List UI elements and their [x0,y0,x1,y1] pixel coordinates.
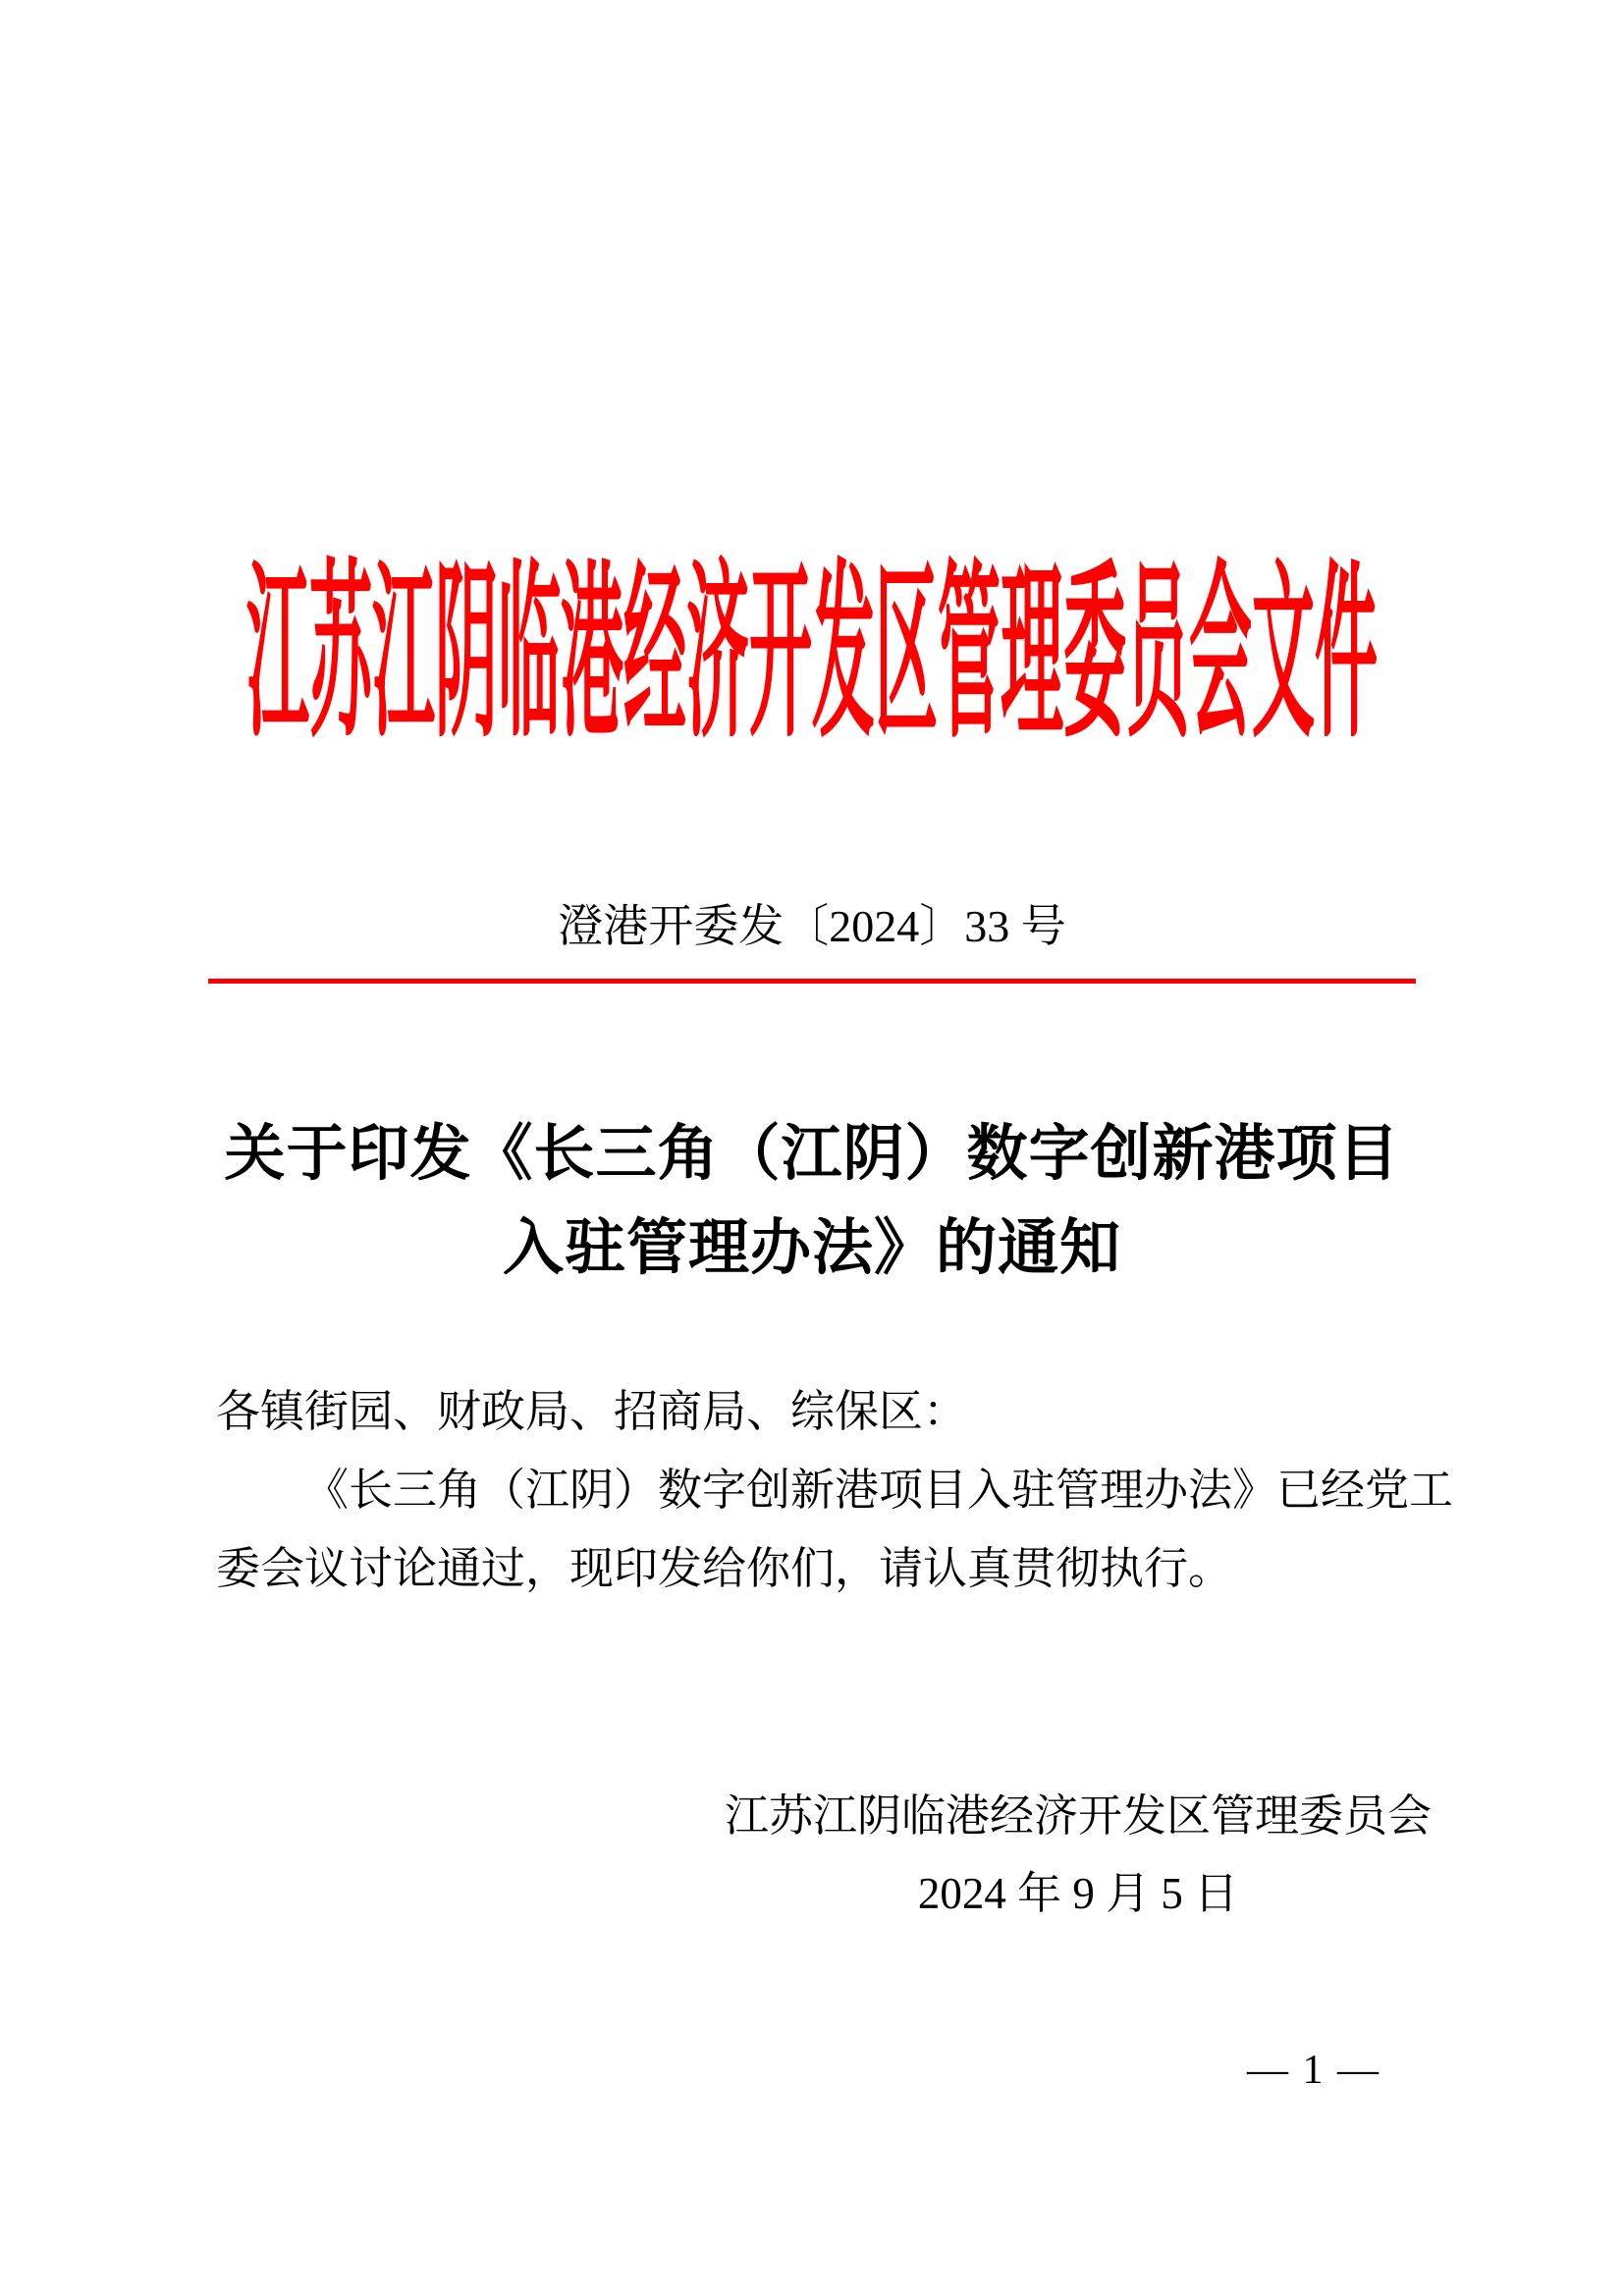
page-number: — 1 — [1247,2048,1380,2093]
notice-title [0,1107,1624,1296]
body-text [216,1372,1454,1608]
document-reference-number: 澄港开委发〔2024〕33 号 [558,901,1066,951]
red-divider-line [208,979,1416,984]
notice-title-line-1: 关于印发《长三角（江阴）数字创新港项目 [224,1121,1400,1188]
body-paragraph-line-1: 《长三角（江阴）数字创新港项目入驻管理办法》已经党工 [304,1466,1454,1515]
issuing-org-title: 江苏江阴临港经济开发区管理委员会文件 [246,549,1378,761]
notice-title-line-2: 入驻管理办法》的通知 [502,1215,1121,1282]
signature-block [725,1789,1432,1916]
red-header-banner [0,549,1624,761]
body-paragraph-line-2: 委会议讨论通过，现印发给你们，请认真贯彻执行。 [216,1544,1233,1593]
body-salutation: 各镇街园、财政局、招商局、综保区： [216,1387,968,1436]
signature-org: 江苏江阴临港经济开发区管理委员会 [724,1791,1432,1841]
signature-date: 2024 年 9 月 5 日 [917,1869,1239,1918]
